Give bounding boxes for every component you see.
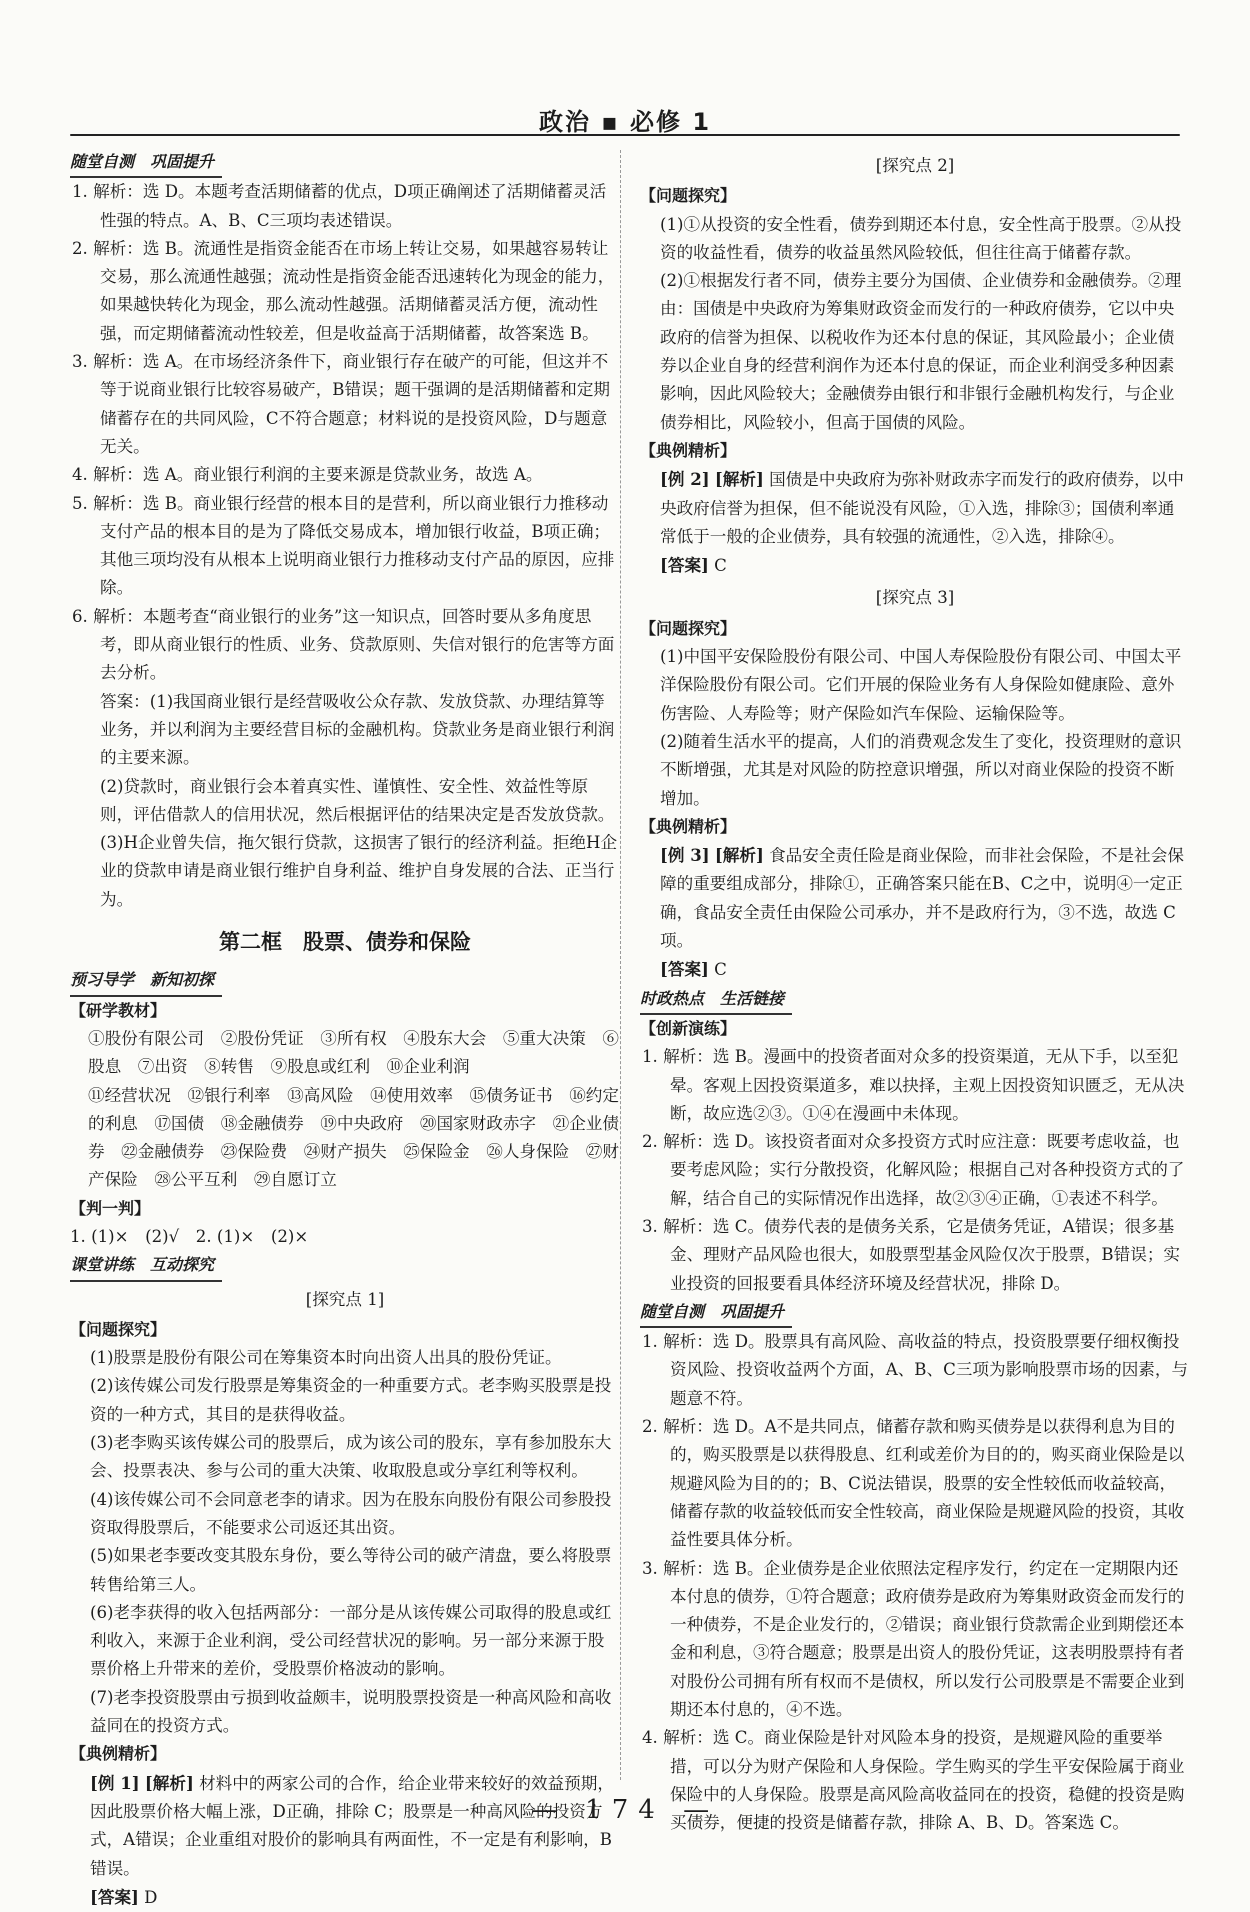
example-tag: [例 2]: [660, 469, 710, 490]
answer-item: 5. 解析：选 B。商业银行经营的根本目的是营利，所以商业银行力推移动支付产品的根本目的是为了降低交易成本，增加银行收益，B项正确；其他三项均没有从根本上说明商业银行力推移动支付产品的原因，应排除。: [72, 493, 615, 598]
inquiry-paragraph: (1)中国平安保险股份有限公司、中国人寿保险股份有限公司、中国太平洋保险股份有限公司。它们开展的保险业务有人身保险如健康险、意外伤害险、人寿险等；财产保险如汽车保险、运输保险等。: [660, 647, 1182, 723]
answer-item: 2. 解析：选 D。该投资者面对众多投资方式时应注意：既要考虑收益，也要考虑风险；实行分散投资，化解风险；根据自己对各种投资方式的了解，结合自己的实际情况作出选择，故②③④正确，①表述不科学。: [642, 1132, 1185, 1208]
key-point-label: [探究点 3]: [875, 588, 955, 608]
example-analysis: [640, 841, 1190, 955]
header-rule: [70, 134, 1180, 136]
key-point-label: [探究点 2]: [875, 156, 955, 175]
analysis-tag: [解析]: [144, 1772, 194, 1793]
study-keywords: ①股份有限公司 ②股份凭证 ③所有权 ④股东大会 ⑤重大决策 ⑥股息 ⑦出资 ⑧转售 ⑨股息或红利 ⑩企业利润: [88, 1028, 619, 1077]
example-text: 国债是中央政府为弥补财政赤字而发行的政府债券，以中央政府信誉为担保，但不能说没有风险，①入选，排除③；国债利率通常低于一般的企业债券，具有较强的流通性，②入选，排除④。: [660, 470, 1184, 546]
block-label: 【问题探究】: [640, 618, 737, 638]
block-label: 【典例精析】: [640, 440, 737, 460]
block-label: 【典例精析】: [640, 816, 737, 836]
inquiry-paragraph: (6)老李获得的收入包括两部分：一部分是从该传媒公司取得的股息或红利收入，来源于企业利润，受公司经营状况的影响。另一部分来源于股票价格上升带来的差价，受股票价格波动的影响。: [90, 1602, 612, 1679]
answer-item: 3. 解析：选 B。企业债券是企业依照法定程序发行，约定在一定期限内还本付息的债券，①符合题意；政府债券是政府为筹集财政资金而发行的一种债券，不是企业发行的，②错误；商业银行贷款需企业到期偿还本金和利息，③符合题意；股票是出资人的股份凭证，这表明股票持有者对股份公司拥有所有权而不是债权，所以发行公司股票是不需要企业到期还本付息的，④不选。: [642, 1558, 1185, 1720]
block-label: 【判一判】: [70, 1198, 151, 1218]
inquiry-paragraph: (3)老李购买该传媒公司的股票后，成为该公司的股东，享有参加股东大会、投票表决、参与公司的重大决策、收取股息或分享红利等权利。: [90, 1433, 612, 1481]
block-label: 【问题探究】: [640, 186, 737, 206]
answer-item: 6. 解析：本题考查“商业银行的业务”这一知识点，回答时要从多角度思考，即从商业银行的性质、业务、贷款原则、失信对银行的危害等方面去分析。: [72, 606, 615, 683]
example-analysis: [640, 465, 1190, 551]
block-label: 【典例精析】: [70, 1744, 167, 1764]
section-label: 预习导学 新知初探: [70, 966, 222, 996]
left-column: [70, 148, 620, 1907]
study-keywords: ⑪经营状况 ⑫银行利率 ⑬高风险 ⑭使用效率 ⑮债务证书 ⑯约定的利息 ⑰国债 ⑱金融债券 ⑲中央政府 ⑳国家财政赤字 ㉑企业债券 ㉒金融债券 ㉓保险费 ㉔财产损失 ㉕保险金 ㉖人身保险 ㉗财产保险 ㉘公平互利 ㉙自愿订立: [88, 1085, 619, 1190]
answer-item: 1. 解析：选 D。股票具有高风险、高收益的特点，投资股票要仔细权衡投资风险、投资收益两个方面，A、B、C三项为影响股票市场的因素，与题意不符。: [642, 1332, 1189, 1408]
analysis-tag: [解析]: [714, 845, 764, 866]
block-label: 【创新演练】: [640, 1018, 737, 1038]
example-answer: [70, 1883, 620, 1912]
inquiry-paragraph: (1)①从投资的安全性看，债券到期还本付息，安全性高于股票。②从投资的收益性看，债券的收益虽然风险较低，但往往高于储蓄存款。: [660, 214, 1182, 262]
inquiry-paragraph: (4)该传媒公司不会同意老李的请求。因为在股东向股份有限公司参股投资取得股票后，不能要求公司返还其出资。: [90, 1489, 612, 1537]
section-label: 课堂讲练 互动探究: [70, 1251, 222, 1281]
section-label: 随堂自测 巩固提升: [70, 148, 222, 178]
example-text: 材料中的两家公司的合作，给企业带来较好的效益预期，因此股票价格大幅上涨，D正确，排除 C；股票是一种高风险的投资方式，A错误；企业重组对股价的影响具有两面性，不一定是有利影响，B错误。: [90, 1773, 614, 1878]
inquiry-paragraph: (2)该传媒公司发行股票是筹集资金的一种重要方式。老李购买股票是投资的一种方式，其目的是获得收益。: [90, 1376, 612, 1424]
answer-item: 2. 解析：选 D。A不是共同点，储蓄存款和购买债券是以获得利息为目的的，购买股票是以获得股息、红利或差价为目的的，购买商业保险是以规避风险为目的的；B、C说法错误，股票的安全性较低而收益较高，储蓄存款的收益较低而安全性较高，商业保险是规避风险的投资，其收益性要具体分析。: [642, 1417, 1185, 1550]
answer-tag: [答案]: [660, 555, 709, 576]
answer-item: 4. 解析：选 C。商业保险是针对风险本身的投资，是规避风险的重要举措，可以分为财产保险和人身保险。学生购买的学生平安保险属于商业保险中的人身保险。股票是高风险高收益同在的投资，稳健的投资是购买债券，便捷的投资是储蓄存款，排除 A、B、D。答案选 C。: [642, 1728, 1185, 1833]
answer-value: C: [714, 960, 727, 980]
inquiry-paragraph: (2)①根据发行者不同，债券主要分为国债、企业债券和金融债券。②理由：国债是中央政府为筹集财政资金而发行的一种政府债券，它以中央政府的信誉为担保、以税收作为还本付息的保证，其风险最小；企业债券以企业自身的经营利润作为还本付息的保证，而企业利润受多种因素影响，因此风险较大；金融债券由银行和非银行金融机构发行，与企业债券相比，风险较小，但高于国债的风险。: [660, 271, 1182, 432]
example-tag: [例 1]: [90, 1772, 140, 1793]
answer-item: 1. 解析：选 D。本题考查活期储蓄的优点，D项正确阐述了活期储蓄灵活性强的特点。A、B、C三项均表述错误。: [72, 182, 607, 230]
example-analysis: [70, 1769, 620, 1883]
right-column: [640, 148, 1190, 1833]
example-answer: [640, 955, 1190, 984]
inquiry-paragraph: (7)老李投资股票由亏损到收益颇丰，说明股票投资是一种高风险和高收益同在的投资方式。: [90, 1687, 612, 1736]
answer-tag: [答案]: [660, 959, 709, 980]
example-text: 食品安全责任险是商业保险，而非社会保险，不是社会保障的重要组成部分，排除①，正确答案只能在B、C之中，说明④一定正确，食品安全责任由保险公司承办，并不是政府行为，③不选，故选 C项。: [660, 846, 1184, 951]
example-tag: [例 3]: [660, 845, 710, 866]
block-label: 【研学教材】: [70, 1000, 167, 1020]
answer-value: C: [714, 556, 727, 576]
answer-item: 3. 解析：选 C。债券代表的是债务关系，它是债务凭证，A错误；很多基金、理财产品风险也很大，如股票型基金风险仅次于股票，B错误；实业投资的回报要看具体经济环境及经营状况，排除 D。: [642, 1216, 1181, 1293]
answer-item: 1. 解析：选 B。漫画中的投资者面对众多的投资渠道，无从下手，以至犯晕。客观上因投资渠道多，难以抉择，主观上因投资知识匮乏，无从决断，故应选②③。①④在漫画中未体现。: [642, 1047, 1185, 1123]
section-label: 随堂自测 巩固提升: [640, 1298, 792, 1328]
inquiry-paragraph: (5)如果老李要改变其股东身份，要么等待公司的破产清盘，要么将股票转售给第三人。: [90, 1546, 612, 1594]
column-divider: [620, 150, 621, 1780]
chapter-title: 第二框 股票、债券和保险: [219, 930, 471, 955]
inquiry-paragraph: (2)随着生活水平的提高，人们的消费观念发生了变化，投资理财的意识不断增强，尤其是对风险的防控意识增强，所以对商业保险的投资不断增加。: [660, 731, 1182, 808]
header-title: 政治 ▪ 必修 1: [538, 108, 712, 136]
answer-value: D: [144, 1887, 158, 1907]
example-answer: [640, 551, 1190, 580]
inquiry-paragraph: (1)股票是股份有限公司在筹集资本时向出资人出具的股份凭证。: [90, 1348, 562, 1368]
section-label: 时政热点 生活链接: [640, 985, 792, 1015]
answer-tag: [答案]: [90, 1886, 139, 1907]
answer-paragraph: (2)贷款时，商业银行会本着真实性、谨慎性、安全性、效益性等原则，评估借款人的信用状况，然后根据评估的结果决定是否发放贷款。: [100, 776, 615, 824]
answer-item: 2. 解析：选 B。流通性是指资金能否在市场上转让交易，如果越容易转让交易，那么流通性越强；流动性是指资金能否迅速转化为现金的能力，如果越快转化为现金，那么流动性越强。活期储蓄灵活方便，流动性强，而定期储蓄流动性较差，但是收益高于活期储蓄，故答案选 B。: [72, 238, 615, 343]
answer-item: 3. 解析：选 A。在市场经济条件下，商业银行存在破产的可能，但这并不等于说商业银行比较容易破产，B错误；题干强调的是活期储蓄和定期储蓄存在的共同风险，C不符合题意；材料说的是投资风险，D与题意无关。: [72, 352, 611, 456]
key-point-label: [探究点 1]: [305, 1289, 385, 1309]
block-label: 【问题探究】: [70, 1319, 167, 1339]
answer-paragraph: (3)H企业曾失信，拖欠银行贷款，这损害了银行的经济利益。拒绝H企业的贷款申请是商业银行维护自身利益、维护自身发展的合法、正当行为。: [100, 833, 618, 909]
analysis-tag: [解析]: [714, 469, 764, 490]
answer-paragraph: 答案：(1)我国商业银行是经营吸收公众存款、发放贷款、办理结算等业务，并以利润为主要经营目标的金融机构。贷款业务是商业银行利润的主要来源。: [100, 691, 615, 768]
page-number: — 174 —: [530, 1795, 720, 1825]
page-header: [70, 96, 1180, 144]
answer-item: 4. 解析：选 A。商业银行利润的主要来源是贷款业务，故选 A。: [72, 465, 543, 485]
judge-answers: 1. (1)× (2)√ 2. (1)× (2)×: [70, 1226, 309, 1246]
